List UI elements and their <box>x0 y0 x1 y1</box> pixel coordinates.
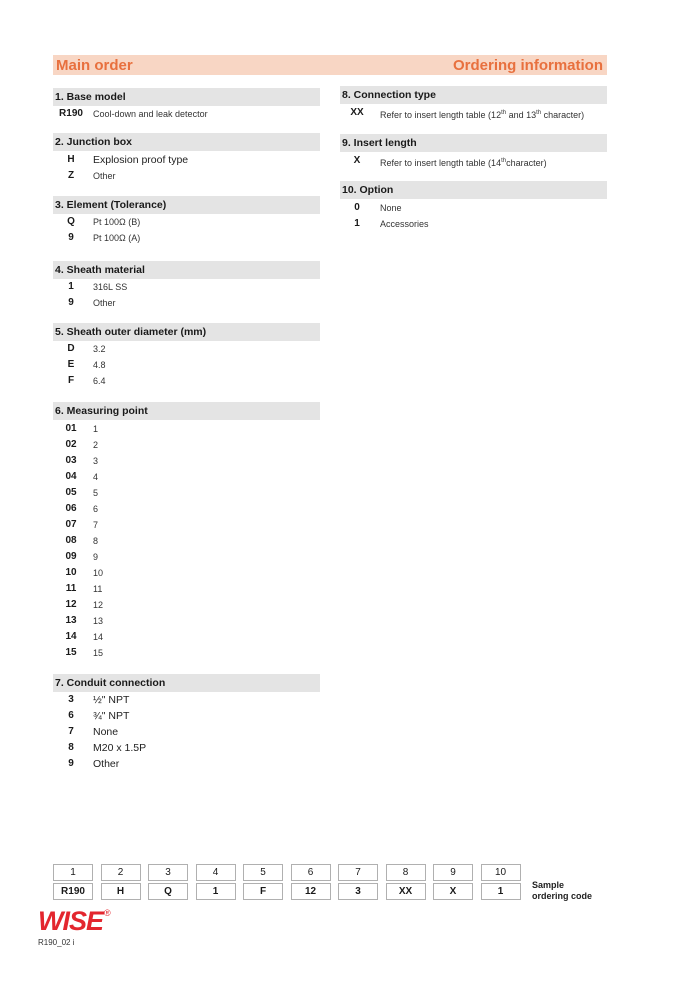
option-desc: 6 <box>93 504 99 514</box>
wise-logo <box>38 906 118 936</box>
option-code: 11 <box>65 583 77 594</box>
section-title: 1. Base model <box>53 88 320 106</box>
option-desc: 12 <box>93 600 104 610</box>
option-desc: 10 <box>93 568 104 578</box>
position-box: 5 <box>243 864 283 881</box>
option-code: 03 <box>65 455 77 466</box>
section-title: 6. Measuring point <box>53 402 320 420</box>
option-code: XX <box>350 107 364 118</box>
option-desc: 2 <box>93 440 99 450</box>
section-title: 4. Sheath material <box>53 261 320 279</box>
option-desc: Refer to insert length table (14thcharacter) <box>380 158 547 168</box>
option-code: 07 <box>65 519 77 530</box>
option-desc: 3 <box>93 456 99 466</box>
option-code: 12 <box>65 599 77 610</box>
option-desc: ½" NPT <box>93 694 130 706</box>
position-box: 7 <box>338 864 378 881</box>
section-title: 7. Conduit connection <box>53 674 320 692</box>
option-code: 0 <box>354 202 360 213</box>
value-box: 1 <box>196 883 236 900</box>
document-reference: R190_02 i <box>38 938 75 947</box>
option-code: 01 <box>65 423 77 434</box>
option-desc: 3.2 <box>93 344 106 354</box>
option-desc: 14 <box>93 632 104 642</box>
header-left-title: Main order <box>56 56 133 74</box>
option-desc: Other <box>93 758 120 770</box>
option-desc: 1 <box>93 424 99 434</box>
option-desc: Pt 100Ω (A) <box>93 233 141 243</box>
option-desc: 6.4 <box>93 376 106 386</box>
option-desc: 4 <box>93 472 99 482</box>
svg-text:®: ® <box>104 908 111 918</box>
option-desc: Other <box>93 171 116 181</box>
header-bar <box>53 55 607 75</box>
option-code: 9 <box>68 297 74 308</box>
option-code: F <box>67 375 75 386</box>
option-desc: Explosion proof type <box>93 154 189 166</box>
section-title: 9. Insert length <box>340 134 607 152</box>
value-box: 12 <box>291 883 331 900</box>
position-box: 2 <box>101 864 141 881</box>
sample-label: Sample ordering code <box>532 880 593 901</box>
position-box: 4 <box>196 864 236 881</box>
option-code: 06 <box>65 503 77 514</box>
option-desc: Cool-down and leak detector <box>93 109 208 119</box>
option-code: 08 <box>65 535 77 546</box>
option-desc: 8 <box>93 536 99 546</box>
option-code: E <box>67 359 75 370</box>
option-code: 13 <box>65 615 77 626</box>
value-box: X <box>433 883 473 900</box>
option-code: 9 <box>68 232 74 243</box>
option-desc: 9 <box>93 552 99 562</box>
option-code: Z <box>67 170 75 181</box>
option-desc: None <box>380 203 402 213</box>
option-code: 6 <box>68 710 74 721</box>
option-desc: 316L SS <box>93 282 128 292</box>
option-code: Q <box>67 216 75 227</box>
option-desc: Pt 100Ω (B) <box>93 217 141 227</box>
option-code: H <box>67 154 75 165</box>
option-code: D <box>67 343 75 354</box>
value-box: XX <box>386 883 426 900</box>
value-box: Q <box>148 883 188 900</box>
section-title: 3. Element (Tolerance) <box>53 196 320 214</box>
option-desc: 15 <box>93 648 104 658</box>
option-code: 9 <box>68 758 74 769</box>
position-box: 6 <box>291 864 331 881</box>
option-desc: 4.8 <box>93 360 106 370</box>
option-desc: ¾" NPT <box>93 710 130 722</box>
option-desc: M20 x 1.5P <box>93 742 147 754</box>
option-code: 1 <box>68 281 74 292</box>
option-code: 04 <box>65 471 77 482</box>
position-box: 1 <box>53 864 93 881</box>
option-desc: None <box>93 726 119 738</box>
option-desc: 11 <box>93 584 103 594</box>
option-code: 3 <box>68 694 74 705</box>
option-desc: Other <box>93 298 116 308</box>
option-desc: 5 <box>93 488 99 498</box>
position-box: 10 <box>481 864 521 881</box>
option-code: 7 <box>68 726 74 737</box>
option-desc: Accessories <box>380 219 429 229</box>
section-title: 2. Junction box <box>53 133 320 151</box>
position-box: 8 <box>386 864 426 881</box>
option-code: 15 <box>65 647 77 658</box>
option-code: 05 <box>65 487 77 498</box>
value-box: R190 <box>53 883 93 900</box>
value-box: F <box>243 883 283 900</box>
option-desc: 13 <box>93 616 104 626</box>
svg-text:WISE: WISE <box>38 906 104 936</box>
option-code: 8 <box>68 742 74 753</box>
section-title: 5. Sheath outer diameter (mm) <box>53 323 320 341</box>
header-right-title: Ordering information <box>453 56 603 74</box>
option-code: 1 <box>354 218 360 229</box>
option-code: R190 <box>59 108 83 119</box>
position-box: 9 <box>433 864 473 881</box>
option-code: X <box>353 155 361 166</box>
value-box: H <box>101 883 141 900</box>
option-code: 09 <box>65 551 77 562</box>
option-desc: Refer to insert length table (12th and 13th character) <box>380 110 585 120</box>
value-box: 1 <box>481 883 521 900</box>
option-code: 10 <box>65 567 77 578</box>
option-desc: 7 <box>93 520 99 530</box>
position-box: 3 <box>148 864 188 881</box>
option-code: 02 <box>65 439 77 450</box>
section-title: 8. Connection type <box>340 86 607 104</box>
value-box: 3 <box>338 883 378 900</box>
option-code: 14 <box>65 631 77 642</box>
section-title: 10. Option <box>340 181 607 199</box>
